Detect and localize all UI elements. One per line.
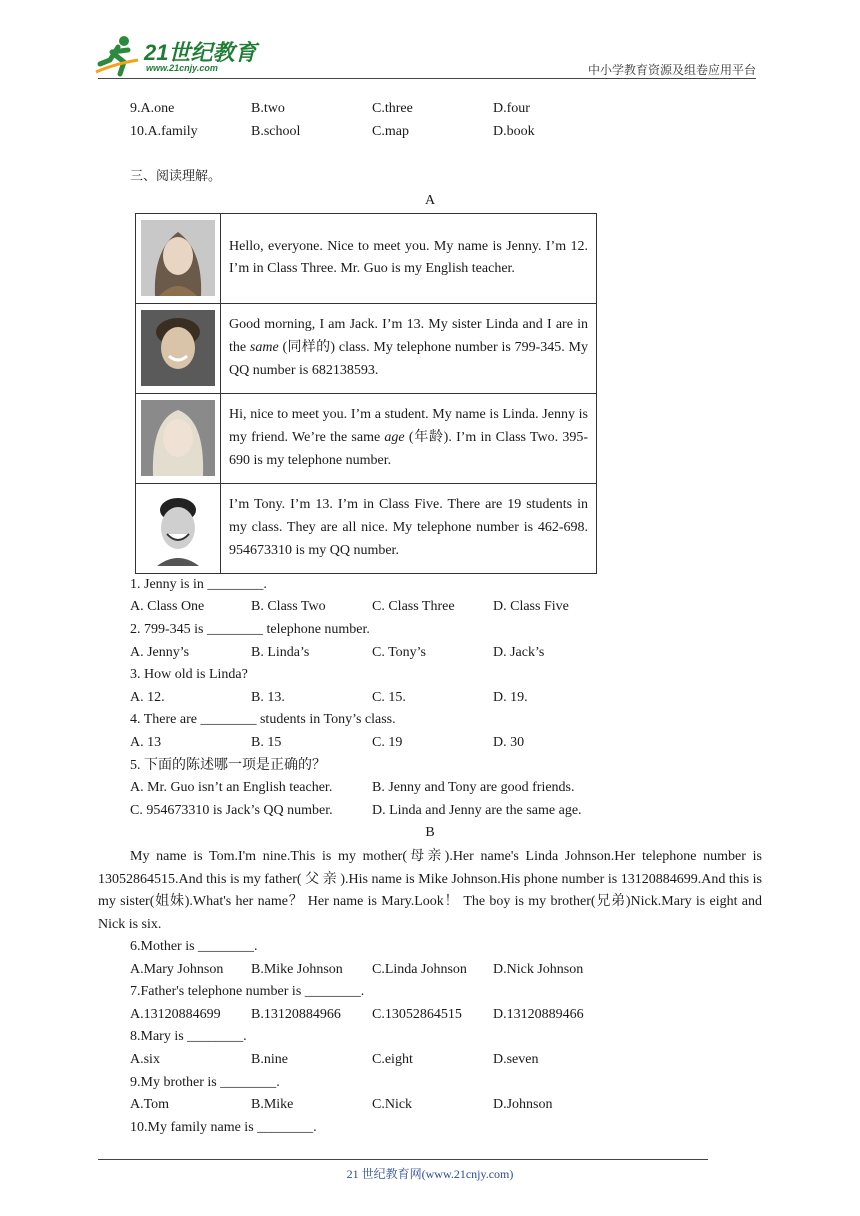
option: B.13120884966 (251, 1006, 341, 1022)
option: B.Mike (251, 1097, 294, 1113)
part-b-questions (130, 936, 762, 1139)
option: A. 12. (130, 689, 165, 705)
option: B. Class Two (251, 599, 326, 615)
question: 2. 799-345 is ________ telephone number. (130, 621, 370, 637)
passage-jack (221, 303, 597, 393)
option: A.13120884699 (130, 1006, 221, 1022)
option-row (130, 596, 762, 619)
option: C.eight (372, 1051, 413, 1067)
option-row (130, 959, 762, 982)
option: D. Linda and Jenny are the same age. (372, 802, 582, 818)
part-b-passage (98, 846, 762, 936)
option: A. Class One (130, 599, 205, 615)
question: 7.Father's telephone number is ________. (130, 984, 365, 1000)
option: C.13052864515 (372, 1006, 462, 1022)
table-row (136, 303, 597, 393)
passage-linda (221, 393, 597, 483)
part-b-label: B (425, 825, 435, 841)
option: B.nine (251, 1051, 288, 1067)
option: B.Mike Johnson (251, 961, 343, 977)
option: 9.A.one (130, 101, 175, 116)
option-row (130, 1094, 762, 1117)
page-content (130, 98, 762, 845)
option-row (130, 777, 762, 800)
option: C.Nick (372, 1097, 413, 1113)
footer-text: 21 世纪教育网(www.21cnjy.com) (346, 1167, 514, 1181)
option-row (130, 642, 762, 665)
header-divider (98, 78, 756, 79)
part-a-questions (130, 574, 762, 845)
runner-logo-icon (94, 34, 144, 78)
option: C. 954673310 is Jack’s QQ number. (130, 802, 333, 818)
option: C. Tony’s (372, 644, 426, 660)
table-row (136, 483, 597, 573)
option-row (130, 687, 762, 710)
part-a-label: A (424, 193, 436, 209)
option: C.map (372, 123, 409, 139)
option: A. Jenny’s (130, 644, 190, 660)
question: 9.My brother is ________. (130, 1074, 280, 1090)
option: D.four (493, 101, 530, 116)
option: B.school (251, 123, 301, 139)
page-header (0, 0, 860, 80)
text-segment: Hi, nice to meet you. I’m a student. My name is Linda. Jenny is my friend. We’re the same (229, 407, 588, 445)
option: B. 15 (251, 734, 282, 750)
question: 8.Mary is ________. (130, 1029, 247, 1045)
table-row (136, 393, 597, 483)
logo-text: 21世纪教育 (144, 40, 257, 65)
option-row (130, 1004, 762, 1027)
header-platform-text: 中小学教育资源及组卷应用平台 (587, 63, 756, 77)
section-title: 三、阅读理解。 (130, 169, 222, 185)
text-segment: (同样的) class. My telephone number is 799-345. My QQ number is 682138593. (229, 339, 589, 378)
option: D. Class Five (493, 599, 569, 615)
text-segment: (年龄). I’m in Class Two. 395-690 is my telephone number. (229, 429, 589, 468)
photo-cell (136, 393, 221, 483)
option: B. Jenny and Tony are good friends. (372, 780, 575, 796)
option: B. Linda’s (251, 644, 310, 660)
option: C. Class Three (372, 599, 455, 615)
question: 4. There are ________ students in Tony’s class. (130, 712, 396, 728)
option-row (130, 121, 762, 144)
photo-cell (136, 303, 221, 393)
option-row (130, 800, 762, 823)
option-row (130, 98, 762, 121)
option: A.six (130, 1051, 160, 1067)
option: D.seven (493, 1051, 539, 1067)
logo (94, 34, 259, 78)
option: C.Linda Johnson (372, 961, 467, 977)
option: C.three (372, 101, 413, 116)
option-row (130, 1049, 762, 1072)
option: A.Mary Johnson (130, 961, 224, 977)
passage-jenny: Hello, everyone. Nice to meet you. My name is Jenny. I’m 12. I’m in Class Three. Mr. Guo is my English teacher. (221, 213, 597, 303)
reading-table (135, 213, 597, 574)
question: 10.My family name is ________. (130, 1119, 317, 1135)
option-row (130, 732, 762, 755)
smiling-boy-photo-icon (141, 490, 215, 566)
option: B. 13. (251, 689, 285, 705)
girl-photo-icon (141, 220, 215, 296)
boy-photo-icon (141, 310, 215, 386)
option: A.Tom (130, 1097, 170, 1113)
option: D. 30 (493, 734, 525, 750)
text-segment: Good morning, I am Jack. I’m 13. My sister Linda and I are in the (229, 317, 588, 355)
passage-tony: I’m Tony. I’m 13. I’m in Class Five. There are 19 students in my class. They are all nice. My telephone number is 462-698. 954673310 is my QQ number. (221, 483, 597, 573)
photo-cell (136, 483, 221, 573)
option: A. 13 (130, 734, 162, 750)
option: C. 19 (372, 734, 403, 750)
question: 5. 下面的陈述哪一项是正确的？ (130, 757, 326, 773)
emphasis-word: same (249, 339, 279, 355)
option: 10.A.family (130, 123, 198, 139)
option: D. Jack’s (493, 644, 545, 660)
photo-cell (136, 213, 221, 303)
passage-text: My name is Tom.I'm nine.This is my mother(母亲).Her name's Linda Johnson.Her telephone number is 13052864515.And this is my father( 父 亲 ).His name is Mike Johnson.His phone number is 13120884699.And this is my sister(姐妹).What's her name？ Her name is Mary.Look！ The boy is my brother(兄弟)Nick.Mary is eight and Nick is six. (98, 849, 762, 932)
question: 3. How old is Linda? (130, 667, 248, 683)
option: B.two (251, 101, 285, 116)
question: 6.Mother is ________. (130, 939, 258, 954)
blonde-girl-photo-icon (141, 400, 215, 476)
option: D.Johnson (493, 1097, 553, 1113)
option: D.book (493, 123, 535, 139)
option: C. 15. (372, 689, 406, 705)
footer-divider (98, 1159, 708, 1160)
emphasis-word: age (384, 429, 405, 445)
question: 1. Jenny is in ________. (130, 576, 267, 592)
option: D. 19. (493, 689, 528, 705)
table-row (136, 213, 597, 303)
option: A. Mr. Guo isn’t an English teacher. (130, 780, 333, 796)
logo-url: www.21cnjy.com (146, 63, 218, 73)
option: D.Nick Johnson (493, 961, 584, 977)
option: D.13120889466 (493, 1006, 584, 1022)
